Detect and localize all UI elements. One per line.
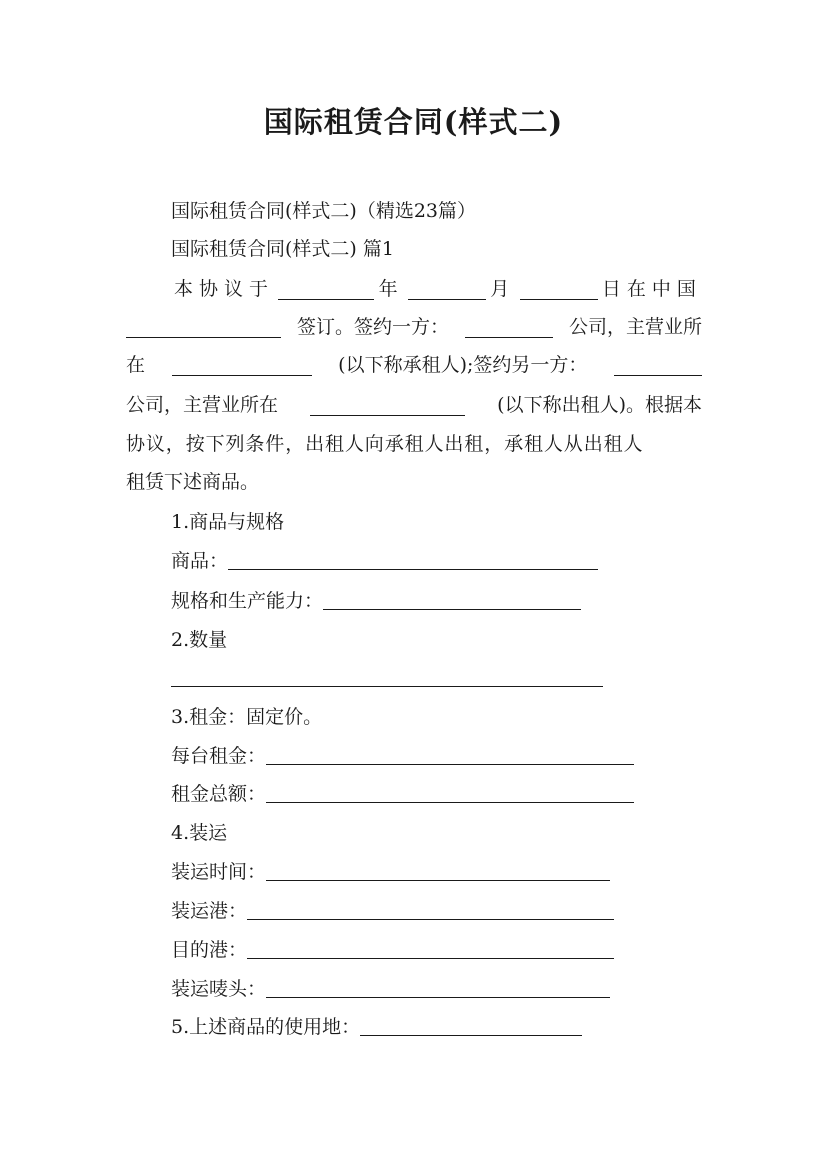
spec-capacity-blank[interactable] xyxy=(323,589,581,610)
goods-label: 商品： xyxy=(171,550,229,572)
goods-spec-heading: 1.商品与规格 xyxy=(171,511,285,533)
shipment-port-blank[interactable] xyxy=(247,899,614,920)
shipping-mark-label: 装运唛头： xyxy=(171,978,267,1000)
sign-year-blank[interactable] xyxy=(278,279,374,300)
shipping-mark-row xyxy=(171,976,610,1002)
lessee-other-party-text: (以下称承租人);签约另一方： xyxy=(338,354,588,376)
lessee-company-blank[interactable] xyxy=(465,317,553,338)
goods-row xyxy=(171,548,598,574)
sign-place-blank[interactable] xyxy=(126,317,281,338)
day-place-text: 日在中国 xyxy=(601,278,702,300)
agreement-line-3 xyxy=(126,352,702,378)
usage-place-label: 5.上述商品的使用地： xyxy=(171,1016,361,1038)
shipping-mark-blank[interactable] xyxy=(266,977,610,998)
shipment-heading: 4.装运 xyxy=(171,822,228,844)
lessor-company-blank[interactable] xyxy=(614,355,702,376)
spec-capacity-row xyxy=(171,588,581,614)
rent-per-unit-blank[interactable] xyxy=(266,744,634,765)
signing-party-text: 签订。签约一方： xyxy=(296,316,449,338)
agreement-line-5: 协议，按下列条件，出租人向承租人出租，承租人从出租人 xyxy=(126,433,644,455)
quantity-row xyxy=(171,665,603,691)
usage-place-blank[interactable] xyxy=(360,1015,582,1036)
rent-per-unit-row xyxy=(171,743,634,769)
agreement-intro-text: 本协议于 xyxy=(174,278,275,300)
rent-per-unit-label: 每台租金： xyxy=(171,745,267,767)
rent-total-row xyxy=(171,781,634,807)
rent-heading: 3.租金：固定价。 xyxy=(171,706,323,728)
agreement-line-1 xyxy=(126,276,702,302)
sign-day-blank[interactable] xyxy=(520,279,598,300)
quantity-blank[interactable] xyxy=(171,666,603,687)
lessor-address-text: 公司，主营业所在 xyxy=(126,394,279,416)
spec-capacity-label: 规格和生产能力： xyxy=(171,590,324,612)
agreement-line-4 xyxy=(126,392,702,418)
shipment-time-label: 装运时间： xyxy=(171,861,267,883)
shipment-port-label: 装运港： xyxy=(171,900,248,922)
month-text: 月 xyxy=(490,278,516,300)
destination-port-label: 目的港： xyxy=(171,939,248,961)
rent-total-label: 租金总额： xyxy=(171,783,267,805)
destination-port-row xyxy=(171,937,614,963)
sign-month-blank[interactable] xyxy=(408,279,486,300)
document-subtitle: 国际租赁合同(样式二)（精选23篇） xyxy=(171,200,477,222)
year-text: 年 xyxy=(378,278,404,300)
section-heading: 国际租赁合同(样式二) 篇1 xyxy=(171,238,394,260)
shipment-time-row xyxy=(171,859,610,885)
rent-total-blank[interactable] xyxy=(266,782,634,803)
at-text: 在 xyxy=(126,354,146,376)
lessor-address-blank[interactable] xyxy=(310,395,465,416)
document-title: 国际租赁合同(样式二) xyxy=(263,105,564,139)
agreement-line-2 xyxy=(126,314,702,340)
shipment-port-row xyxy=(171,898,614,924)
agreement-line-6: 租赁下述商品。 xyxy=(126,471,260,493)
lessor-text: (以下称出租人)。根据本 xyxy=(497,394,702,416)
lessee-company-text: 公司，主营业所 xyxy=(568,316,702,338)
goods-blank[interactable] xyxy=(228,549,598,570)
destination-port-blank[interactable] xyxy=(247,938,614,959)
quantity-heading: 2.数量 xyxy=(171,629,228,651)
lessee-address-blank[interactable] xyxy=(172,355,312,376)
shipment-time-blank[interactable] xyxy=(266,860,610,881)
usage-place-row xyxy=(171,1014,582,1040)
